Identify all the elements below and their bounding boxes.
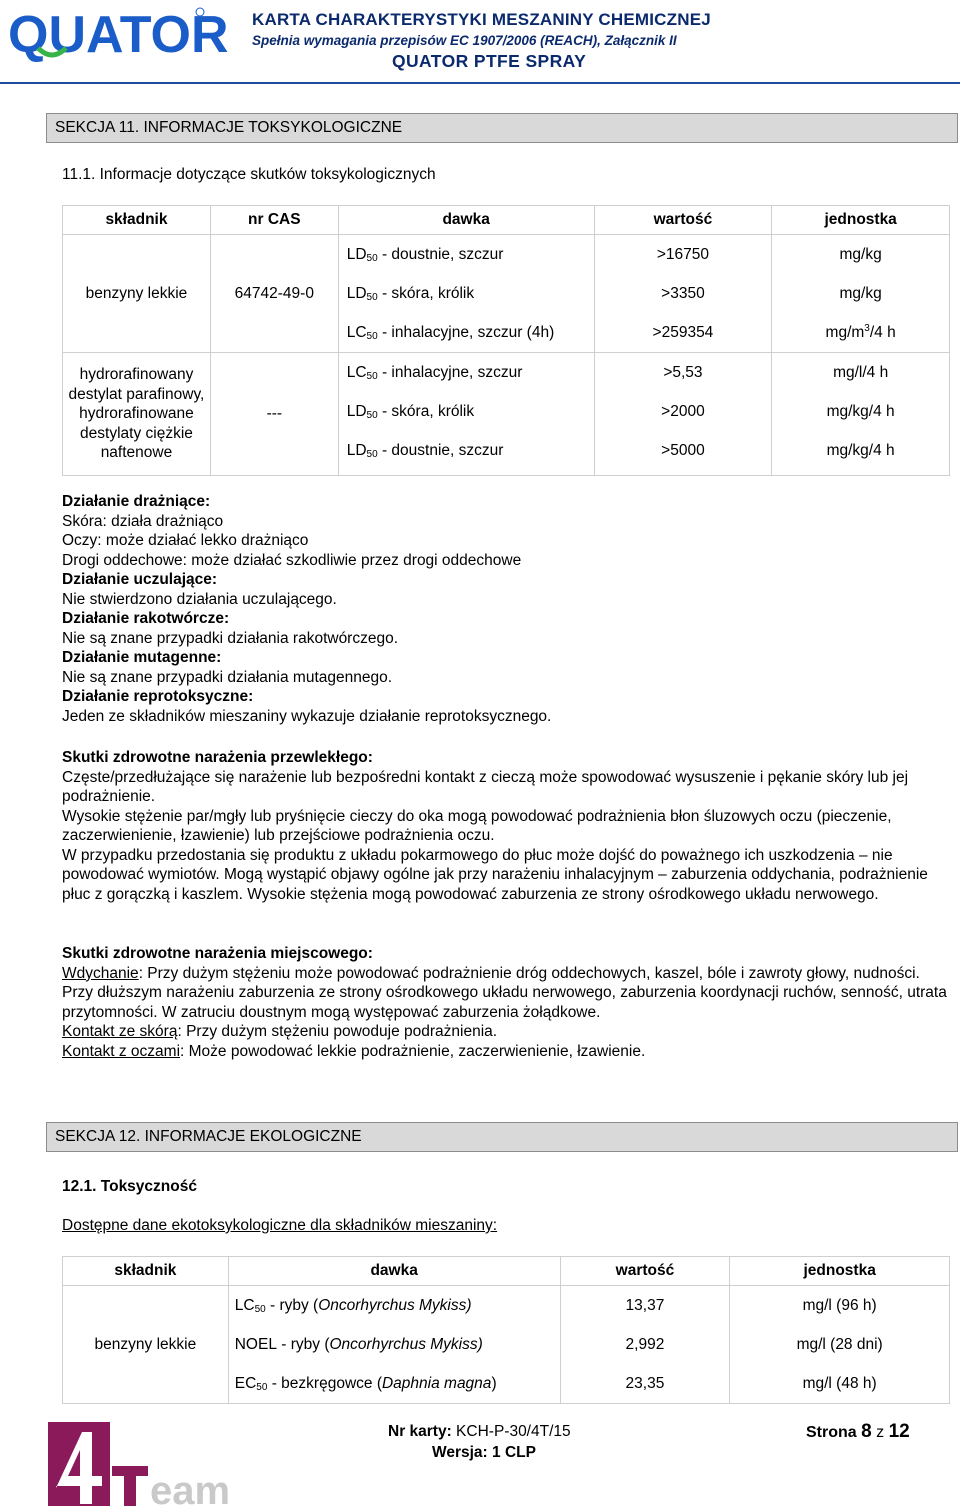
quator-logo-text: QUATOR [8, 6, 229, 64]
header-value: wartość [594, 206, 772, 235]
chronic-paragraph: Wysokie stężenie par/mgły lub pryśnięcie cieczy do oka mogą powodować podrażnienia błon śluzowych oczu (pieczenie, zaczerwienienie, łzawienie) lub przejściowe podrażnienia oczu. [62, 807, 892, 844]
product-name: QUATOR PTFE SPRAY [392, 51, 587, 71]
table-row [63, 1286, 950, 1404]
unit-cell: mg/kg mg/kg $mg/m^3/4$ h [772, 235, 950, 353]
dose-cell [338, 235, 594, 353]
dose-line: $LD_{50}$ - skóra, królik [346, 403, 475, 421]
header-divider [0, 82, 960, 84]
regulation-subtitle: Spełnia wymagania przepisów EC 1907/2006 (REACH), Załącznik II [252, 33, 677, 48]
4team-logo [48, 1418, 273, 1506]
chronic-effects [62, 748, 952, 904]
unit-cell: mg/l/4 h mg/kg/4 h mg/kg/4 h [772, 353, 950, 476]
page-indicator: Strona 8 z 12 [806, 1421, 910, 1442]
card-number: Nr karty: KCH-P-30/4T/15 [388, 1423, 571, 1440]
tox-table-header [63, 206, 950, 235]
dose-cell [338, 353, 594, 476]
component-cell: benzyny lekkie [63, 235, 211, 353]
skin-paragraph: Kontakt ze skórą: Przy dużym stężeniu powoduje podrażnienia. [62, 1023, 498, 1040]
effect-heading: Działanie mutagenne: [62, 649, 222, 666]
effect-line: Skóra: działa drażniąco [62, 512, 224, 530]
chronic-heading: Skutki zdrowotne narażenia przewlekłego: [62, 749, 373, 766]
effect-heading: Działanie reprotoksyczne: [62, 688, 254, 705]
document-title: KARTA CHARAKTERYSTYKI MESZANINY CHEMICZNEJ [252, 10, 711, 29]
table-row [63, 235, 950, 353]
dose-line: $LD_{50}$ - doustnie, szczur [346, 442, 504, 460]
dose-line: $EC_{50}$ - bezkręgowce (Daphnia magna) [234, 1375, 497, 1393]
eco-intro: Dostępne dane ekotoksykologiczne dla składników mieszaniny: [62, 1217, 498, 1234]
eco-table-header [63, 1257, 950, 1286]
header-dose: dawka [228, 1257, 560, 1286]
header-value: wartość [560, 1257, 730, 1286]
value-cell: >16750 >3350 >259354 [594, 235, 772, 353]
effect-heading: Działanie drażniące: [62, 493, 211, 510]
dose-line: $LD_{50}$ - skóra, królik [346, 285, 475, 303]
effect-line: Drogi oddechowe: może działać szkodliwie przez drogi oddechowe [62, 551, 522, 569]
section-11-1-subtitle: 11.1. Informacje dotyczące skutków toksykologicznych [62, 166, 436, 183]
tox-table [62, 205, 950, 476]
effect-line: Nie są znane przypadki działania mutagennego. [62, 668, 393, 686]
section-12-heading: SEKCJA 12. INFORMACJE EKOLOGICZNE [46, 1122, 958, 1152]
header-dose: dawka [338, 206, 594, 235]
version: Wersja: 1 CLP [432, 1444, 536, 1461]
header-component: składnik [63, 1257, 229, 1286]
unit-cell: mg/l (96 h) mg/l (28 dni) mg/l (48 h) [730, 1286, 950, 1404]
tox-effects [62, 492, 952, 726]
dose-line: $LC_{50}$ - ryby (Oncorhyrchus Mykiss) [234, 1297, 472, 1315]
effect-line: Oczy: może działać lekko drażniąco [62, 532, 309, 549]
header-unit: jednostka [730, 1257, 950, 1286]
local-effects [62, 944, 952, 1061]
inhalation-paragraph: Wdychanie: Przy dużym stężeniu może powodować podrażnienie dróg oddechowych, kaszel, bóle i zawroty głowy, nudności. Przy dłuższym narażeniu zaburzenia ze strony ośrodkowego układu nerwowego, zaburzenia koordynacji ruchów, senność, utrata przytomności. W zatruciu doustnym mogą występować zaburzenia żołądkowe. [62, 964, 947, 1021]
effect-heading: Działanie uczulające: [62, 571, 218, 588]
effect-heading: Działanie rakotwórcze: [62, 610, 230, 627]
component-cell: benzyny lekkie [63, 1286, 229, 1404]
svg-text:eam: eam [150, 1469, 231, 1507]
dose-line: $LD_{50}$ - doustnie, szczur [346, 246, 504, 264]
effect-line: Nie stwierdzono działania uczulającego. [62, 590, 337, 608]
effect-line: Jeden ze składników mieszaniny wykazuje działanie reprotoksycznego. [62, 707, 552, 725]
chronic-paragraph: Częste/przedłużające się narażenie lub bezpośredni kontakt z cieczą może spowodować wysuszenie i pękanie skóry lub jej podrażnienie. [62, 768, 909, 805]
local-heading: Skutki zdrowotne narażenia miejscowego: [62, 945, 373, 962]
component-cell: hydrorafinowany destylat parafinowy, hydrorafinowane destylaty ciężkie naftenowe [63, 353, 211, 476]
eye-paragraph: Kontakt z oczami: Może powodować lekkie podrażnienie, zaczerwienienie, łzawienie. [62, 1042, 646, 1060]
header-unit: jednostka [772, 206, 950, 235]
dose-line: $LC_{50}$ - inhalacyjne, szczur [346, 364, 523, 382]
value-cell: 13,37 2,992 23,35 [560, 1286, 730, 1404]
section-12-1-subtitle: 12.1. Toksyczność [62, 1178, 197, 1195]
table-row [63, 353, 950, 476]
cas-cell: --- [210, 353, 338, 476]
cas-cell: 64742-49-0 [210, 235, 338, 353]
dose-cell [228, 1286, 560, 1404]
eco-table [62, 1256, 950, 1404]
header-cas: nr CAS [210, 206, 338, 235]
quator-logo [6, 4, 229, 64]
section-11-heading: SEKCJA 11. INFORMACJE TOKSYKOLOGICZNE [46, 113, 958, 143]
chronic-paragraph: W przypadku przedostania się produktu z układu pokarmowego do płuc może dojść do poważnego ich uszkodzenia – nie powodować wymiotów. Mogą wystąpić objawy ogólne jak przy narażeniu inhalacyjnym – zaburzenia oddychania, podrażnienie płuc z gorączką i kaszlem. Wysokie stężenia mogą powodować zaburzenia ze strony ośrodkowego układu nerwowego. [62, 846, 928, 903]
effect-line: Nie są znane przypadki działania rakotwórczego. [62, 629, 399, 647]
dose-line: $LC_{50}$ - inhalacyjne, szczur (4h) [346, 324, 555, 342]
value-cell: >5,53 >2000 >5000 [594, 353, 772, 476]
header-component: składnik [63, 206, 211, 235]
dose-line: NOEL - ryby (Oncorhyrchus Mykiss) [234, 1336, 483, 1353]
